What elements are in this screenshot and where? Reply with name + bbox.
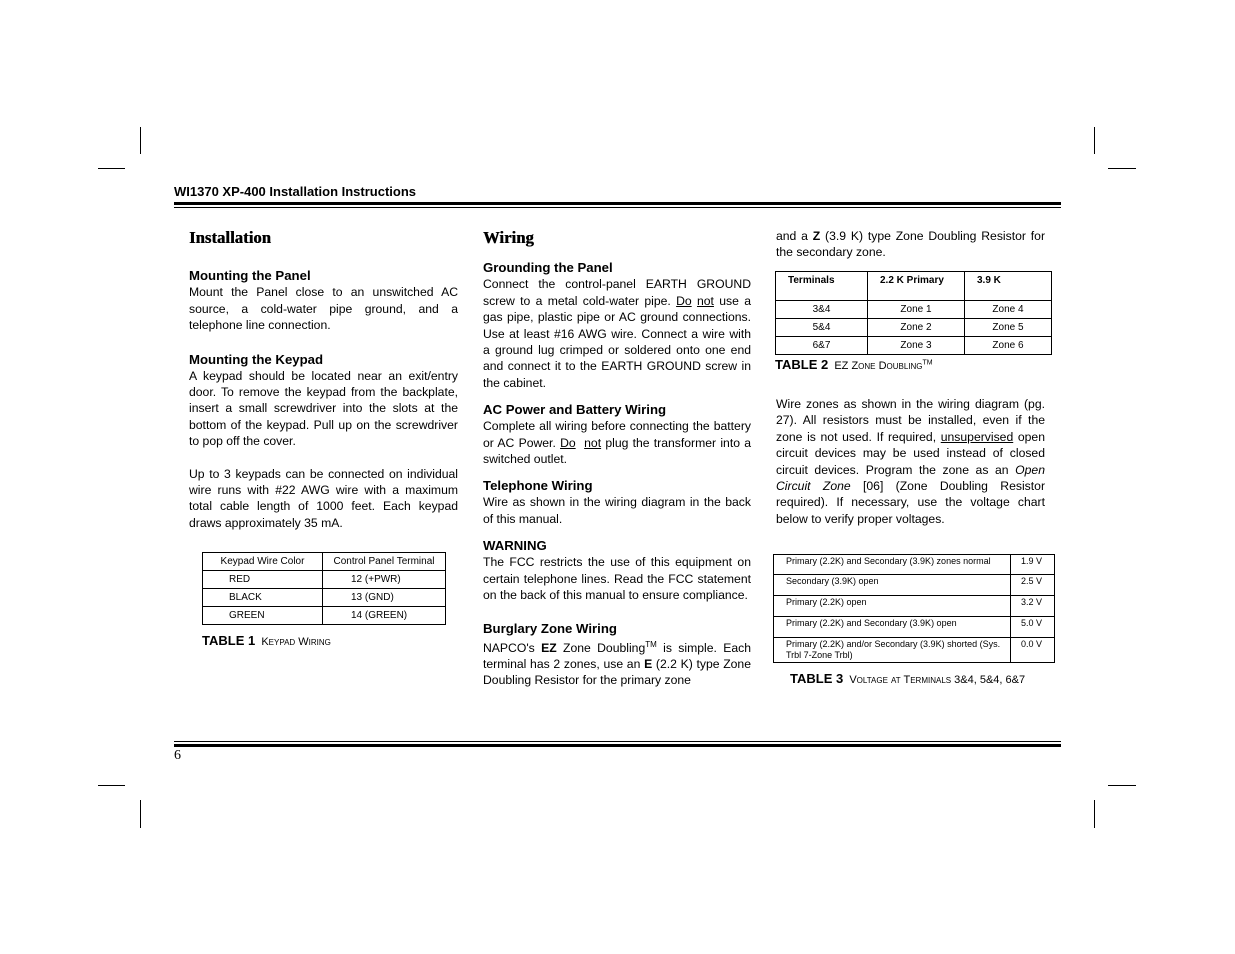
text-run: Complete all wiring before connecting the battery or AC Power.	[483, 419, 751, 450]
table-header-cell: Keypad Wire Color	[203, 553, 323, 571]
text-run: not	[584, 435, 602, 450]
text-run: Do	[560, 435, 576, 450]
text-run: use a gas pipe, plastic pipe or AC ground connections. Use at least #16 AWG wire. Connect a wire with a ground lug crimped or soldered onto one end and connect it to the EARTH GROUND screw in the cabinet.	[483, 293, 751, 390]
text-run: NAPCO's	[483, 640, 542, 655]
subheading-warning: WARNING	[483, 538, 547, 554]
text-run: [06] (Zone Doubling Resistor required). If necessary, use the voltage chart below to verify proper voltages.	[776, 479, 1045, 526]
table-cell: 14 (GREEN)	[323, 607, 446, 625]
text-run: is simple. Each terminal has 2 zones, use an	[483, 640, 751, 671]
table-caption-label: TABLE 1	[202, 633, 256, 648]
text-run: and a	[776, 229, 813, 243]
table-caption-text: Voltage at Terminals 3&4, 5&4, 6&7	[849, 674, 1026, 686]
column-continued	[776, 228, 1045, 261]
trademark-mark: TM	[922, 359, 933, 367]
crop-mark	[1094, 127, 1095, 154]
crop-mark	[98, 168, 125, 169]
text-run: Do	[676, 293, 692, 308]
table-keypad-wiring	[202, 552, 446, 625]
table-caption-text: Keypad Wiring	[261, 636, 331, 648]
text-run: plug the transformer into a switched outlet.	[483, 435, 751, 467]
crop-mark	[1108, 785, 1136, 786]
table-voltage-at-terminals	[773, 554, 1055, 663]
header-rule	[174, 207, 1061, 208]
text-run: (2.2 K) type Zone Doubling Resistor for the primary zone	[483, 656, 751, 688]
subheading-mounting-panel: Mounting the Panel	[189, 268, 311, 284]
table-cell: Zone 2	[868, 319, 965, 337]
table-caption-text: EZ Zone Doubling	[834, 360, 923, 372]
text-run: Wire zones as shown in the wiring diagram (pg. 27). All resistors must be installed, even if the zone is not used. If required,	[776, 397, 1045, 444]
table-cell: 6&7	[776, 337, 868, 355]
subheading-telephone: Telephone Wiring	[483, 478, 593, 494]
column-voltage-text	[776, 396, 1045, 527]
paragraph-resistor-continued	[776, 228, 1045, 261]
table-header-cell: Terminals	[776, 272, 868, 301]
trademark-mark: TM	[645, 639, 657, 649]
table-header-cell: 3.9 K	[965, 272, 1052, 301]
crop-mark	[140, 800, 141, 828]
page-number: 6	[174, 748, 181, 763]
text-run: unsupervised	[940, 429, 1014, 444]
paragraph-warning: The FCC restricts the use of this equipment on certain telephone lines. Read the FCC statement on the back of this manual to ensure compliance.	[483, 555, 751, 603]
table-caption	[202, 633, 331, 648]
table-cell: Primary (2.2K) and Secondary (3.9K) open	[774, 617, 1011, 638]
paragraph-burglary-zone	[483, 637, 751, 689]
table-cell: Zone 4	[965, 301, 1052, 319]
column-installation	[189, 230, 458, 531]
table-caption-label: TABLE 2	[775, 357, 829, 372]
subheading-grounding: Grounding the Panel	[483, 260, 613, 276]
table-cell: 3.2 V	[1011, 596, 1055, 617]
table-cell: BLACK	[203, 589, 323, 607]
paragraph-wire-zones	[776, 396, 1045, 527]
table-cell: Zone 1	[868, 301, 965, 319]
crop-mark	[1094, 800, 1095, 828]
paragraph-telephone: Wire as shown in the wiring diagram in the back of this manual.	[483, 495, 751, 526]
table-ez-zone-doubling	[775, 271, 1052, 355]
table-cell: Primary (2.2K) and/or Secondary (3.9K) shorted (Sys. Trbl 7-Zone Trbl)	[774, 638, 1011, 663]
paragraph-grounding	[483, 276, 751, 391]
table-cell: 13 (GND)	[323, 589, 446, 607]
paragraph-mounting-keypad: A keypad should be located near an exit/entry door. To remove the keypad from the backplate, insert a small screwdriver into the slots at the bottom of the keypad. Pull up on the screwdriver to pop off the cover.	[189, 368, 458, 449]
crop-mark	[140, 127, 141, 154]
crop-mark	[98, 785, 125, 786]
text-run: (3.9 K) type Zone Doubling Resistor for the secondary zone.	[776, 229, 1046, 260]
table-cell: 1.9 V	[1011, 555, 1055, 575]
text-run: open circuit devices may be used instead of closed circuit devices. Program the zone as an	[776, 429, 1045, 477]
table-cell: 0.0 V	[1011, 638, 1055, 663]
document-header-title: WI1370 XP-400 Installation Instructions	[174, 184, 417, 199]
table-cell: Primary (2.2K) and Secondary (3.9K) zones normal	[774, 555, 1011, 575]
text-run: Open Circuit Zone	[776, 462, 1045, 494]
paragraph-keypad-count: Up to 3 keypads can be connected on individual wire runs with #22 AWG wire with a maximum total cable length of 1000 feet. Each keypad draws approximately 35 mA.	[189, 466, 458, 530]
table-cell: Zone 5	[965, 319, 1052, 337]
footer-rule	[174, 744, 1061, 747]
table-cell: 5&4	[776, 319, 868, 337]
text-run: Zone Doubling	[556, 640, 646, 655]
table-cell: Primary (2.2K) open	[774, 596, 1011, 617]
table-cell: 2.5 V	[1011, 575, 1055, 596]
table-header-cell: 2.2 K Primary	[868, 272, 965, 301]
section-heading-installation: Installation	[189, 228, 271, 247]
table-caption-label: TABLE 3	[790, 671, 844, 686]
text-run: EZ	[541, 640, 557, 655]
table-cell: Secondary (3.9K) open	[774, 575, 1011, 596]
subheading-ac-power: AC Power and Battery Wiring	[483, 402, 667, 418]
subheading-mounting-keypad: Mounting the Keypad	[189, 351, 324, 367]
table-cell: 5.0 V	[1011, 617, 1055, 638]
table-cell: 12 (+PWR)	[323, 571, 446, 589]
table-cell: GREEN	[203, 607, 323, 625]
text-run: Connect the control-panel EARTH GROUND screw to a metal cold-water pipe.	[483, 277, 751, 308]
paragraph-ac-power	[483, 418, 751, 467]
table-caption	[775, 357, 933, 372]
table-cell: Zone 6	[965, 337, 1052, 355]
section-heading-wiring: Wiring	[483, 228, 534, 247]
text-run: E	[644, 656, 653, 671]
crop-mark	[1108, 168, 1136, 169]
subheading-burglary-zone: Burglary Zone Wiring	[483, 620, 617, 636]
footer-rule	[174, 741, 1061, 742]
text-run: not	[696, 293, 714, 308]
table-header-cell: Control Panel Terminal	[323, 553, 446, 571]
table-cell: RED	[203, 571, 323, 589]
header-rule	[174, 202, 1061, 205]
table-cell: 3&4	[776, 301, 868, 319]
table-cell: Zone 3	[868, 337, 965, 355]
text-run: Z	[812, 229, 821, 243]
paragraph-mounting-panel: Mount the Panel close to an unswitched AC source, a cold-water pipe ground, and a telephone line connection.	[189, 285, 458, 333]
column-wiring	[483, 230, 751, 689]
table-caption	[790, 671, 1040, 688]
